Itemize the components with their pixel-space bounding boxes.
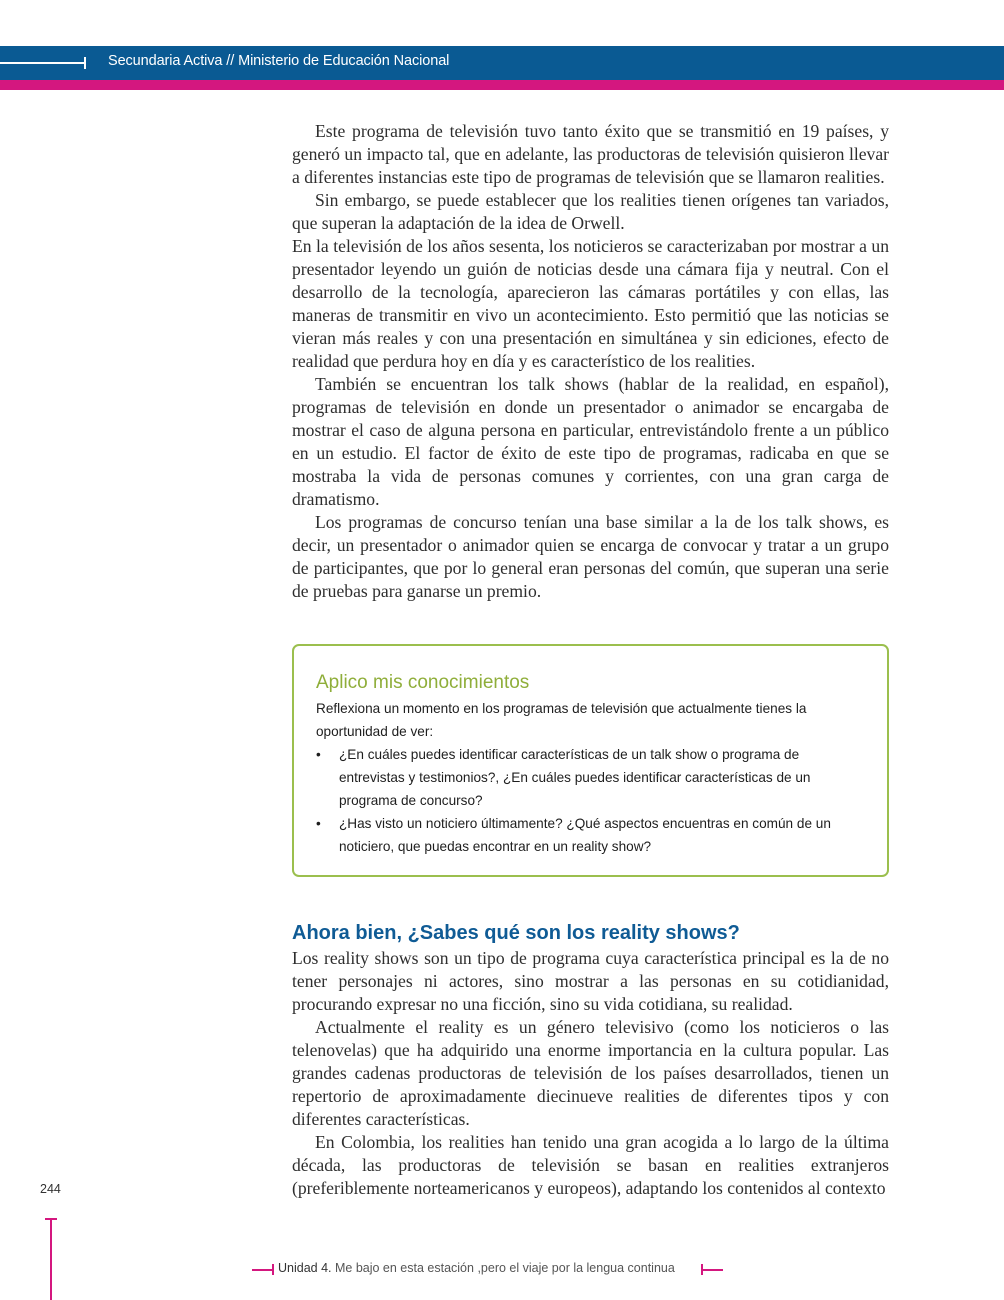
- footer-unit-label: Unidad 4.: [278, 1261, 332, 1275]
- paragraph: En la televisión de los años sesenta, los noticieros se caracterizaban por mostrar a un presentador leyendo un guión de noticias desde una cámara fija y neutral. Con el desarrollo de la tecnología, aparecieron las cámaras portátiles y con ellas, las maneras de transmitir en vivo un acontecimiento. Esto permitió que las noticias se vieran más reales y con una presentación en simultánea y sin ediciones, efecto de realidad que perdura hoy en día y es característico de los realities.: [292, 236, 889, 371]
- question-text: ¿Has visto un noticiero últimamente? ¿Qué aspectos encuentras en común de un noticiero, que puedas encontrar en un reality show?: [339, 816, 831, 854]
- bullet-icon: •: [316, 747, 321, 762]
- header-accent-stripe: [0, 80, 1004, 90]
- header-title: Secundaria Activa // Ministerio de Educación Nacional: [108, 53, 450, 69]
- paragraph: Los reality shows son un tipo de programa cuya característica principal es la de no tener personajes ni actores, sino mostrar a las personas en su cotidianidad, procurando expresar no una ficción, sino su vida cotidiana, su realidad.: [292, 948, 889, 1014]
- question-text: ¿En cuáles puedes identificar características de un talk show o programa de entrevistas y testimonios?, ¿En cuáles puedes identificar características de un programa de concurso?: [339, 747, 811, 808]
- paragraph: Los programas de concurso tenían una base similar a la de los talk shows, es decir, un presentador o animador quien se encarga de convocar y tratar a un grupo de participantes, que por lo general eran personas del común, que superan una serie de pruebas para ganarse un premio.: [292, 512, 889, 601]
- margin-rule-line: [50, 1220, 52, 1300]
- activity-box-body: [316, 697, 856, 858]
- activity-intro: Reflexiona un momento en los programas de televisión que actualmente tienes la oportunidad de ver:: [316, 701, 807, 739]
- list-item: [316, 743, 856, 812]
- paragraph: Este programa de televisión tuvo tanto éxito que se transmitió en 19 países, y generó un impacto tal, que en adelante, las productoras de televisión quisieron llevar a diferentes instancias este tipo de programas de televisión que se llamaron realities.: [292, 121, 889, 187]
- activity-question-list: [316, 743, 856, 858]
- footer-rule-left-tick: [272, 1264, 274, 1275]
- footer-rule-left: [252, 1269, 274, 1271]
- paragraph: Actualmente el reality es un género televisivo (como los noticieros o las telenovelas) que ha adquirido una enorme importancia en la cultura popular. Las grandes cadenas productoras de televisión de los países desarrollados, tienen un repertorio de aproximadamente diecinueve realities de diferentes tipos y con diferentes características.: [292, 1017, 889, 1129]
- paragraph: Sin embargo, se puede establecer que los realities tienen orígenes tan variados, que superan la adaptación de la idea de Orwell.: [292, 190, 889, 233]
- list-item: [316, 812, 856, 858]
- bullet-icon: •: [316, 816, 321, 831]
- paragraph: También se encuentran los talk shows (hablar de la realidad, en español), programas de televisión en donde un presentador o animador se encargaba de mostrar el caso de alguna persona en particular, entrevistándolo frente a un público en un estudio. El factor de éxito de este tipo de programas, radicaba en que se mostraba la vida de personas comunes y corrientes, con una gran carga de dramatismo.: [292, 374, 889, 509]
- section-heading: Ahora bien, ¿Sabes qué son los reality shows?: [292, 922, 740, 944]
- header-rule-tick: [84, 57, 86, 69]
- activity-box-title: Aplico mis conocimientos: [316, 672, 530, 693]
- section1-text: [292, 120, 889, 603]
- footer-unit-title: Me bajo en esta estación ,pero el viaje por la lengua continua: [331, 1261, 675, 1275]
- activity-box: [292, 644, 889, 877]
- footer-running-title: [278, 1261, 675, 1275]
- header-rule-line: [0, 62, 86, 64]
- footer-rule-right: [701, 1269, 723, 1271]
- page-number: 244: [40, 1182, 61, 1196]
- paragraph: En Colombia, los realities han tenido una gran acogida a lo largo de la última década, las productoras de televisión se basan en realities extranjeros (preferiblemente norteamericanos y europeos), adaptando los contenidos al contexto: [292, 1132, 889, 1198]
- section2-text: [292, 947, 889, 1200]
